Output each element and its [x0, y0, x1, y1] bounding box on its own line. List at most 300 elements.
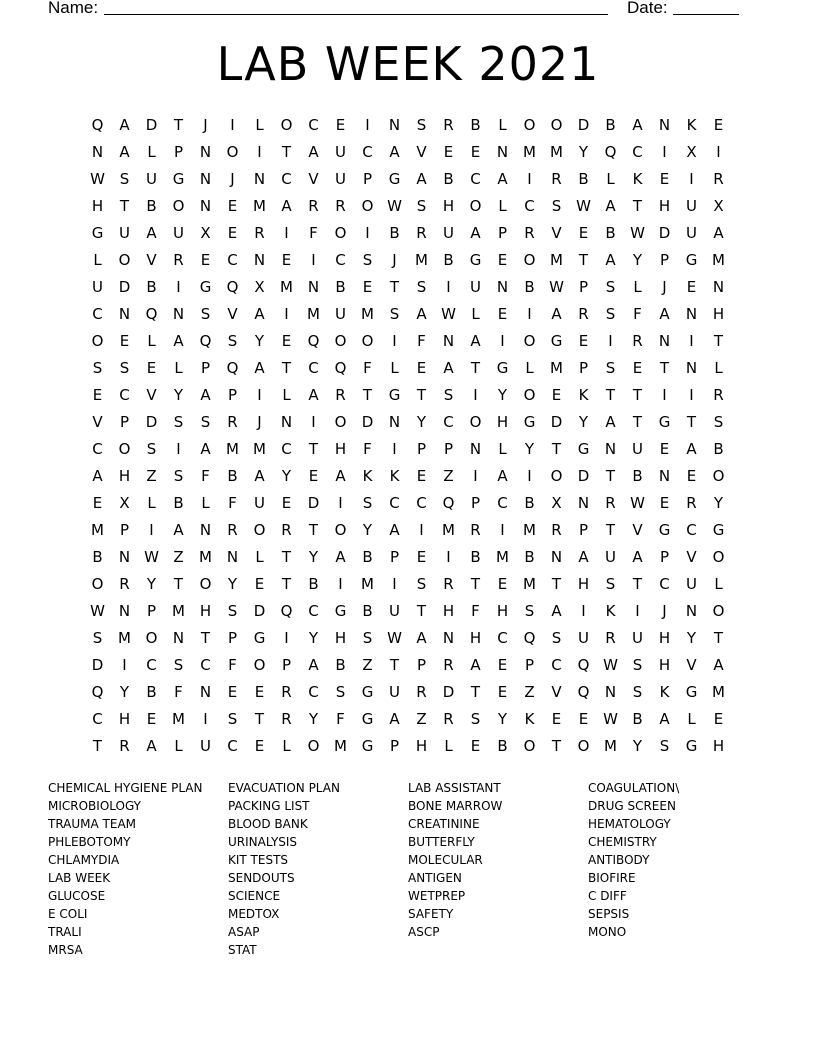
grid-letter[interactable]: E: [443, 143, 454, 161]
grid-letter[interactable]: H: [334, 629, 347, 647]
grid-letter[interactable]: N: [118, 305, 131, 323]
grid-letter[interactable]: F: [174, 683, 183, 701]
grid-letter[interactable]: P: [389, 548, 400, 566]
grid-letter[interactable]: M: [550, 251, 563, 269]
grid-letter[interactable]: E: [200, 251, 211, 269]
grid-letter[interactable]: M: [442, 521, 455, 539]
grid-letter[interactable]: R: [578, 305, 589, 323]
grid-letter[interactable]: E: [281, 332, 292, 350]
grid-letter[interactable]: K: [686, 116, 697, 134]
grid-letter[interactable]: A: [443, 359, 454, 377]
grid-letter[interactable]: P: [227, 386, 238, 404]
grid-letter[interactable]: P: [578, 278, 589, 296]
grid-letter[interactable]: P: [524, 656, 535, 674]
grid-letter[interactable]: C: [308, 359, 319, 377]
grid-letter[interactable]: T: [200, 629, 211, 647]
grid-letter[interactable]: S: [92, 359, 103, 377]
grid-letter[interactable]: N: [172, 305, 185, 323]
grid-letter[interactable]: N: [496, 278, 509, 296]
grid-letter[interactable]: U: [605, 548, 616, 566]
grid-letter[interactable]: R: [416, 224, 427, 242]
grid-letter[interactable]: S: [605, 359, 616, 377]
grid-letter[interactable]: L: [147, 143, 156, 161]
grid-letter[interactable]: N: [226, 548, 239, 566]
grid-letter[interactable]: H: [118, 710, 131, 728]
grid-letter[interactable]: E: [659, 494, 670, 512]
grid-letter[interactable]: E: [92, 386, 103, 404]
grid-letter[interactable]: Y: [713, 494, 724, 512]
grid-letter[interactable]: Z: [362, 656, 373, 674]
grid-letter[interactable]: P: [578, 359, 589, 377]
grid-letter[interactable]: I: [338, 575, 343, 593]
grid-letter[interactable]: T: [551, 575, 562, 593]
grid-letter[interactable]: C: [119, 386, 130, 404]
grid-letter[interactable]: E: [227, 197, 238, 215]
grid-letter[interactable]: T: [173, 116, 184, 134]
grid-letter[interactable]: B: [146, 683, 157, 701]
grid-letter[interactable]: C: [443, 413, 454, 431]
grid-letter[interactable]: T: [281, 575, 292, 593]
grid-letter[interactable]: Y: [254, 332, 265, 350]
grid-letter[interactable]: J: [230, 170, 235, 188]
grid-letter[interactable]: L: [174, 737, 183, 755]
grid-letter[interactable]: S: [416, 116, 427, 134]
grid-letter[interactable]: H: [199, 602, 212, 620]
grid-letter[interactable]: C: [281, 170, 292, 188]
grid-letter[interactable]: U: [335, 170, 346, 188]
grid-letter[interactable]: E: [308, 467, 319, 485]
grid-letter[interactable]: R: [632, 332, 643, 350]
grid-letter[interactable]: C: [659, 575, 670, 593]
grid-letter[interactable]: T: [470, 359, 481, 377]
grid-letter[interactable]: A: [659, 305, 670, 323]
grid-letter[interactable]: G: [712, 521, 725, 539]
grid-letter[interactable]: A: [497, 467, 508, 485]
grid-letter[interactable]: Z: [443, 467, 454, 485]
grid-letter[interactable]: B: [497, 737, 508, 755]
grid-letter[interactable]: O: [172, 197, 185, 215]
grid-letter[interactable]: P: [470, 494, 481, 512]
grid-letter[interactable]: V: [686, 656, 697, 674]
grid-letter[interactable]: T: [281, 143, 292, 161]
grid-letter[interactable]: N: [172, 629, 185, 647]
grid-letter[interactable]: G: [685, 683, 698, 701]
grid-letter[interactable]: C: [497, 494, 508, 512]
grid-letter[interactable]: J: [662, 278, 667, 296]
grid-letter[interactable]: O: [523, 737, 536, 755]
grid-letter[interactable]: H: [118, 467, 131, 485]
grid-letter[interactable]: I: [176, 278, 181, 296]
grid-letter[interactable]: E: [578, 332, 589, 350]
grid-letter[interactable]: C: [497, 629, 508, 647]
grid-letter[interactable]: C: [308, 116, 319, 134]
grid-letter[interactable]: T: [92, 737, 103, 755]
grid-letter[interactable]: S: [119, 359, 130, 377]
grid-letter[interactable]: D: [118, 278, 131, 296]
grid-letter[interactable]: I: [392, 332, 397, 350]
grid-letter[interactable]: O: [334, 224, 347, 242]
grid-letter[interactable]: L: [714, 359, 723, 377]
grid-letter[interactable]: W: [576, 197, 591, 215]
grid-letter[interactable]: F: [471, 602, 480, 620]
grid-letter[interactable]: B: [308, 575, 319, 593]
grid-letter[interactable]: B: [389, 224, 400, 242]
grid-letter[interactable]: B: [227, 467, 238, 485]
grid-letter[interactable]: B: [470, 116, 481, 134]
grid-letter[interactable]: M: [280, 278, 293, 296]
grid-letter[interactable]: L: [255, 548, 264, 566]
grid-letter[interactable]: P: [362, 170, 373, 188]
grid-letter[interactable]: R: [713, 386, 724, 404]
grid-letter[interactable]: N: [658, 332, 671, 350]
grid-letter[interactable]: F: [633, 305, 642, 323]
grid-letter[interactable]: S: [551, 197, 562, 215]
grid-letter[interactable]: D: [307, 494, 320, 512]
grid-letter[interactable]: O: [334, 332, 347, 350]
grid-letter[interactable]: M: [118, 629, 131, 647]
grid-letter[interactable]: R: [605, 494, 616, 512]
grid-letter[interactable]: B: [146, 278, 157, 296]
grid-letter[interactable]: T: [362, 386, 373, 404]
grid-letter[interactable]: O: [361, 332, 374, 350]
grid-letter[interactable]: L: [498, 440, 507, 458]
grid-letter[interactable]: L: [498, 116, 507, 134]
grid-letter[interactable]: V: [227, 305, 238, 323]
grid-letter[interactable]: T: [632, 413, 643, 431]
grid-letter[interactable]: Q: [145, 305, 158, 323]
grid-letter[interactable]: N: [658, 467, 671, 485]
grid-letter[interactable]: E: [470, 737, 481, 755]
grid-letter[interactable]: A: [605, 197, 616, 215]
grid-letter[interactable]: C: [686, 521, 697, 539]
grid-letter[interactable]: E: [713, 710, 724, 728]
grid-letter[interactable]: B: [524, 278, 535, 296]
grid-letter[interactable]: P: [200, 359, 211, 377]
grid-letter[interactable]: N: [253, 251, 266, 269]
grid-letter[interactable]: O: [577, 737, 590, 755]
grid-letter[interactable]: I: [446, 548, 451, 566]
grid-letter[interactable]: M: [712, 683, 725, 701]
grid-letter[interactable]: A: [254, 359, 265, 377]
grid-letter[interactable]: A: [605, 251, 616, 269]
grid-letter[interactable]: H: [496, 413, 509, 431]
grid-letter[interactable]: S: [443, 386, 454, 404]
grid-letter[interactable]: T: [470, 683, 481, 701]
grid-letter[interactable]: B: [443, 251, 454, 269]
grid-letter[interactable]: I: [122, 656, 127, 674]
grid-letter[interactable]: B: [443, 170, 454, 188]
grid-letter[interactable]: S: [362, 629, 373, 647]
grid-letter[interactable]: A: [632, 116, 643, 134]
grid-letter[interactable]: U: [119, 224, 130, 242]
grid-letter[interactable]: R: [443, 656, 454, 674]
grid-letter[interactable]: D: [442, 683, 455, 701]
grid-letter[interactable]: F: [228, 656, 237, 674]
grid-letter[interactable]: U: [443, 224, 454, 242]
grid-letter[interactable]: E: [497, 656, 508, 674]
grid-letter[interactable]: T: [254, 710, 265, 728]
grid-letter[interactable]: G: [658, 413, 671, 431]
grid-letter[interactable]: Y: [308, 629, 319, 647]
grid-letter[interactable]: D: [577, 467, 590, 485]
grid-letter[interactable]: I: [392, 440, 397, 458]
grid-letter[interactable]: U: [200, 737, 211, 755]
grid-letter[interactable]: C: [362, 143, 373, 161]
grid-letter[interactable]: H: [577, 575, 590, 593]
grid-letter[interactable]: E: [713, 116, 724, 134]
grid-letter[interactable]: B: [470, 548, 481, 566]
grid-letter[interactable]: S: [227, 602, 238, 620]
grid-letter[interactable]: I: [527, 305, 532, 323]
grid-letter[interactable]: B: [524, 548, 535, 566]
grid-letter[interactable]: L: [687, 710, 696, 728]
grid-letter[interactable]: P: [659, 548, 670, 566]
grid-letter[interactable]: I: [257, 386, 262, 404]
grid-letter[interactable]: A: [335, 548, 346, 566]
grid-letter[interactable]: R: [551, 170, 562, 188]
grid-letter[interactable]: G: [172, 170, 185, 188]
grid-letter[interactable]: O: [91, 332, 104, 350]
grid-letter[interactable]: V: [551, 683, 562, 701]
grid-letter[interactable]: Y: [686, 629, 697, 647]
grid-letter[interactable]: L: [201, 494, 210, 512]
grid-letter[interactable]: M: [523, 143, 536, 161]
grid-letter[interactable]: V: [308, 170, 319, 188]
grid-letter[interactable]: O: [118, 251, 131, 269]
grid-letter[interactable]: E: [227, 683, 238, 701]
grid-letter[interactable]: A: [632, 548, 643, 566]
grid-letter[interactable]: T: [308, 521, 319, 539]
grid-letter[interactable]: D: [145, 116, 158, 134]
grid-letter[interactable]: J: [203, 116, 208, 134]
grid-letter[interactable]: L: [390, 359, 399, 377]
grid-letter[interactable]: R: [281, 683, 292, 701]
grid-letter[interactable]: F: [417, 332, 426, 350]
grid-letter[interactable]: I: [203, 710, 208, 728]
grid-letter[interactable]: U: [335, 305, 346, 323]
grid-letter[interactable]: A: [173, 521, 184, 539]
grid-letter[interactable]: A: [551, 602, 562, 620]
grid-letter[interactable]: S: [713, 413, 724, 431]
grid-letter[interactable]: L: [606, 170, 615, 188]
grid-letter[interactable]: N: [388, 116, 401, 134]
grid-letter[interactable]: O: [523, 332, 536, 350]
grid-letter[interactable]: C: [146, 656, 157, 674]
grid-letter[interactable]: R: [281, 521, 292, 539]
grid-letter[interactable]: M: [91, 521, 104, 539]
grid-letter[interactable]: T: [470, 575, 481, 593]
grid-letter[interactable]: R: [524, 224, 535, 242]
grid-letter[interactable]: F: [309, 224, 318, 242]
grid-letter[interactable]: I: [230, 116, 235, 134]
grid-letter[interactable]: C: [308, 602, 319, 620]
grid-letter[interactable]: I: [662, 386, 667, 404]
grid-letter[interactable]: N: [253, 170, 266, 188]
grid-letter[interactable]: V: [686, 548, 697, 566]
grid-letter[interactable]: X: [713, 197, 724, 215]
grid-letter[interactable]: S: [173, 656, 184, 674]
grid-letter[interactable]: H: [712, 737, 725, 755]
grid-letter[interactable]: U: [92, 278, 103, 296]
grid-letter[interactable]: S: [632, 656, 643, 674]
grid-letter[interactable]: T: [578, 251, 589, 269]
grid-letter[interactable]: I: [689, 386, 694, 404]
grid-letter[interactable]: N: [685, 305, 698, 323]
grid-letter[interactable]: R: [254, 224, 265, 242]
grid-letter[interactable]: A: [470, 224, 481, 242]
grid-letter[interactable]: G: [253, 629, 266, 647]
grid-letter[interactable]: Q: [280, 602, 293, 620]
grid-letter[interactable]: H: [91, 197, 104, 215]
grid-letter[interactable]: M: [550, 359, 563, 377]
grid-letter[interactable]: A: [146, 224, 157, 242]
grid-letter[interactable]: D: [253, 602, 266, 620]
grid-letter[interactable]: T: [632, 575, 643, 593]
grid-letter[interactable]: M: [199, 548, 212, 566]
grid-letter[interactable]: E: [362, 278, 373, 296]
grid-letter[interactable]: I: [365, 224, 370, 242]
grid-letter[interactable]: U: [173, 224, 184, 242]
grid-letter[interactable]: O: [226, 143, 239, 161]
grid-letter[interactable]: V: [92, 413, 103, 431]
grid-letter[interactable]: X: [119, 494, 130, 512]
grid-letter[interactable]: E: [254, 737, 265, 755]
grid-letter[interactable]: A: [335, 467, 346, 485]
grid-letter[interactable]: O: [118, 440, 131, 458]
grid-letter[interactable]: T: [713, 332, 724, 350]
grid-letter[interactable]: S: [389, 305, 400, 323]
grid-letter[interactable]: A: [389, 521, 400, 539]
grid-letter[interactable]: F: [228, 494, 237, 512]
grid-letter[interactable]: B: [524, 494, 535, 512]
grid-letter[interactable]: T: [308, 440, 319, 458]
grid-letter[interactable]: A: [200, 386, 211, 404]
grid-letter[interactable]: E: [632, 359, 643, 377]
grid-letter[interactable]: T: [119, 197, 130, 215]
grid-letter[interactable]: U: [632, 629, 643, 647]
grid-letter[interactable]: N: [199, 683, 212, 701]
grid-letter[interactable]: S: [146, 440, 157, 458]
grid-letter[interactable]: A: [605, 413, 616, 431]
grid-letter[interactable]: W: [144, 548, 159, 566]
grid-letter[interactable]: N: [118, 602, 131, 620]
grid-letter[interactable]: I: [338, 494, 343, 512]
grid-letter[interactable]: E: [146, 710, 157, 728]
grid-letter[interactable]: O: [523, 386, 536, 404]
grid-letter[interactable]: W: [90, 170, 105, 188]
grid-letter[interactable]: O: [334, 521, 347, 539]
grid-letter[interactable]: A: [119, 143, 130, 161]
grid-letter[interactable]: Y: [416, 413, 427, 431]
grid-letter[interactable]: S: [632, 683, 643, 701]
grid-letter[interactable]: S: [362, 251, 373, 269]
grid-letter[interactable]: T: [686, 413, 697, 431]
grid-letter[interactable]: P: [416, 440, 427, 458]
grid-letter[interactable]: H: [658, 656, 671, 674]
grid-letter[interactable]: I: [473, 467, 478, 485]
grid-letter[interactable]: I: [500, 521, 505, 539]
grid-letter[interactable]: I: [365, 116, 370, 134]
grid-letter[interactable]: O: [145, 629, 158, 647]
grid-letter[interactable]: Y: [119, 683, 130, 701]
grid-letter[interactable]: P: [119, 413, 130, 431]
grid-letter[interactable]: B: [605, 224, 616, 242]
grid-letter[interactable]: K: [389, 467, 400, 485]
grid-letter[interactable]: J: [257, 413, 262, 431]
grid-letter[interactable]: I: [419, 521, 424, 539]
grid-letter[interactable]: I: [257, 143, 262, 161]
grid-letter[interactable]: D: [577, 116, 590, 134]
grid-letter[interactable]: B: [173, 494, 184, 512]
grid-letter[interactable]: G: [388, 170, 401, 188]
grid-letter[interactable]: C: [524, 197, 535, 215]
grid-letter[interactable]: E: [416, 467, 427, 485]
grid-letter[interactable]: B: [362, 602, 373, 620]
grid-letter[interactable]: A: [389, 143, 400, 161]
grid-letter[interactable]: I: [581, 602, 586, 620]
grid-letter[interactable]: S: [173, 467, 184, 485]
grid-letter[interactable]: U: [389, 602, 400, 620]
grid-letter[interactable]: P: [389, 737, 400, 755]
grid-letter[interactable]: N: [604, 683, 617, 701]
grid-letter[interactable]: T: [659, 359, 670, 377]
grid-letter[interactable]: E: [497, 575, 508, 593]
grid-letter[interactable]: V: [146, 386, 157, 404]
grid-letter[interactable]: X: [551, 494, 562, 512]
grid-letter[interactable]: F: [201, 467, 210, 485]
grid-letter[interactable]: E: [254, 683, 265, 701]
grid-letter[interactable]: L: [174, 359, 183, 377]
grid-letter[interactable]: O: [280, 116, 293, 134]
grid-letter[interactable]: L: [444, 737, 453, 755]
grid-letter[interactable]: E: [146, 359, 157, 377]
grid-letter[interactable]: S: [227, 332, 238, 350]
grid-letter[interactable]: C: [200, 656, 211, 674]
grid-letter[interactable]: W: [441, 305, 456, 323]
grid-letter[interactable]: Y: [281, 467, 292, 485]
grid-letter[interactable]: L: [255, 116, 264, 134]
grid-letter[interactable]: L: [714, 575, 723, 593]
grid-letter[interactable]: Y: [146, 575, 157, 593]
grid-letter[interactable]: E: [497, 251, 508, 269]
grid-letter[interactable]: O: [523, 116, 536, 134]
grid-letter[interactable]: I: [446, 278, 451, 296]
grid-letter[interactable]: S: [119, 170, 130, 188]
grid-letter[interactable]: I: [527, 170, 532, 188]
grid-letter[interactable]: Q: [523, 629, 536, 647]
grid-letter[interactable]: R: [119, 575, 130, 593]
grid-letter[interactable]: A: [416, 629, 427, 647]
grid-letter[interactable]: Y: [578, 143, 589, 161]
grid-letter[interactable]: T: [632, 386, 643, 404]
grid-letter[interactable]: B: [92, 548, 103, 566]
grid-letter[interactable]: C: [227, 737, 238, 755]
grid-letter[interactable]: A: [470, 656, 481, 674]
grid-letter[interactable]: A: [92, 467, 103, 485]
grid-letter[interactable]: R: [335, 197, 346, 215]
grid-letter[interactable]: C: [281, 440, 292, 458]
grid-letter[interactable]: D: [658, 224, 671, 242]
grid-letter[interactable]: X: [200, 224, 211, 242]
grid-letter[interactable]: A: [389, 710, 400, 728]
grid-letter[interactable]: G: [91, 224, 104, 242]
grid-letter[interactable]: M: [172, 602, 185, 620]
grid-letter[interactable]: A: [146, 737, 157, 755]
grid-letter[interactable]: L: [282, 737, 291, 755]
grid-letter[interactable]: N: [658, 116, 671, 134]
grid-letter[interactable]: L: [498, 197, 507, 215]
grid-letter[interactable]: A: [308, 143, 319, 161]
